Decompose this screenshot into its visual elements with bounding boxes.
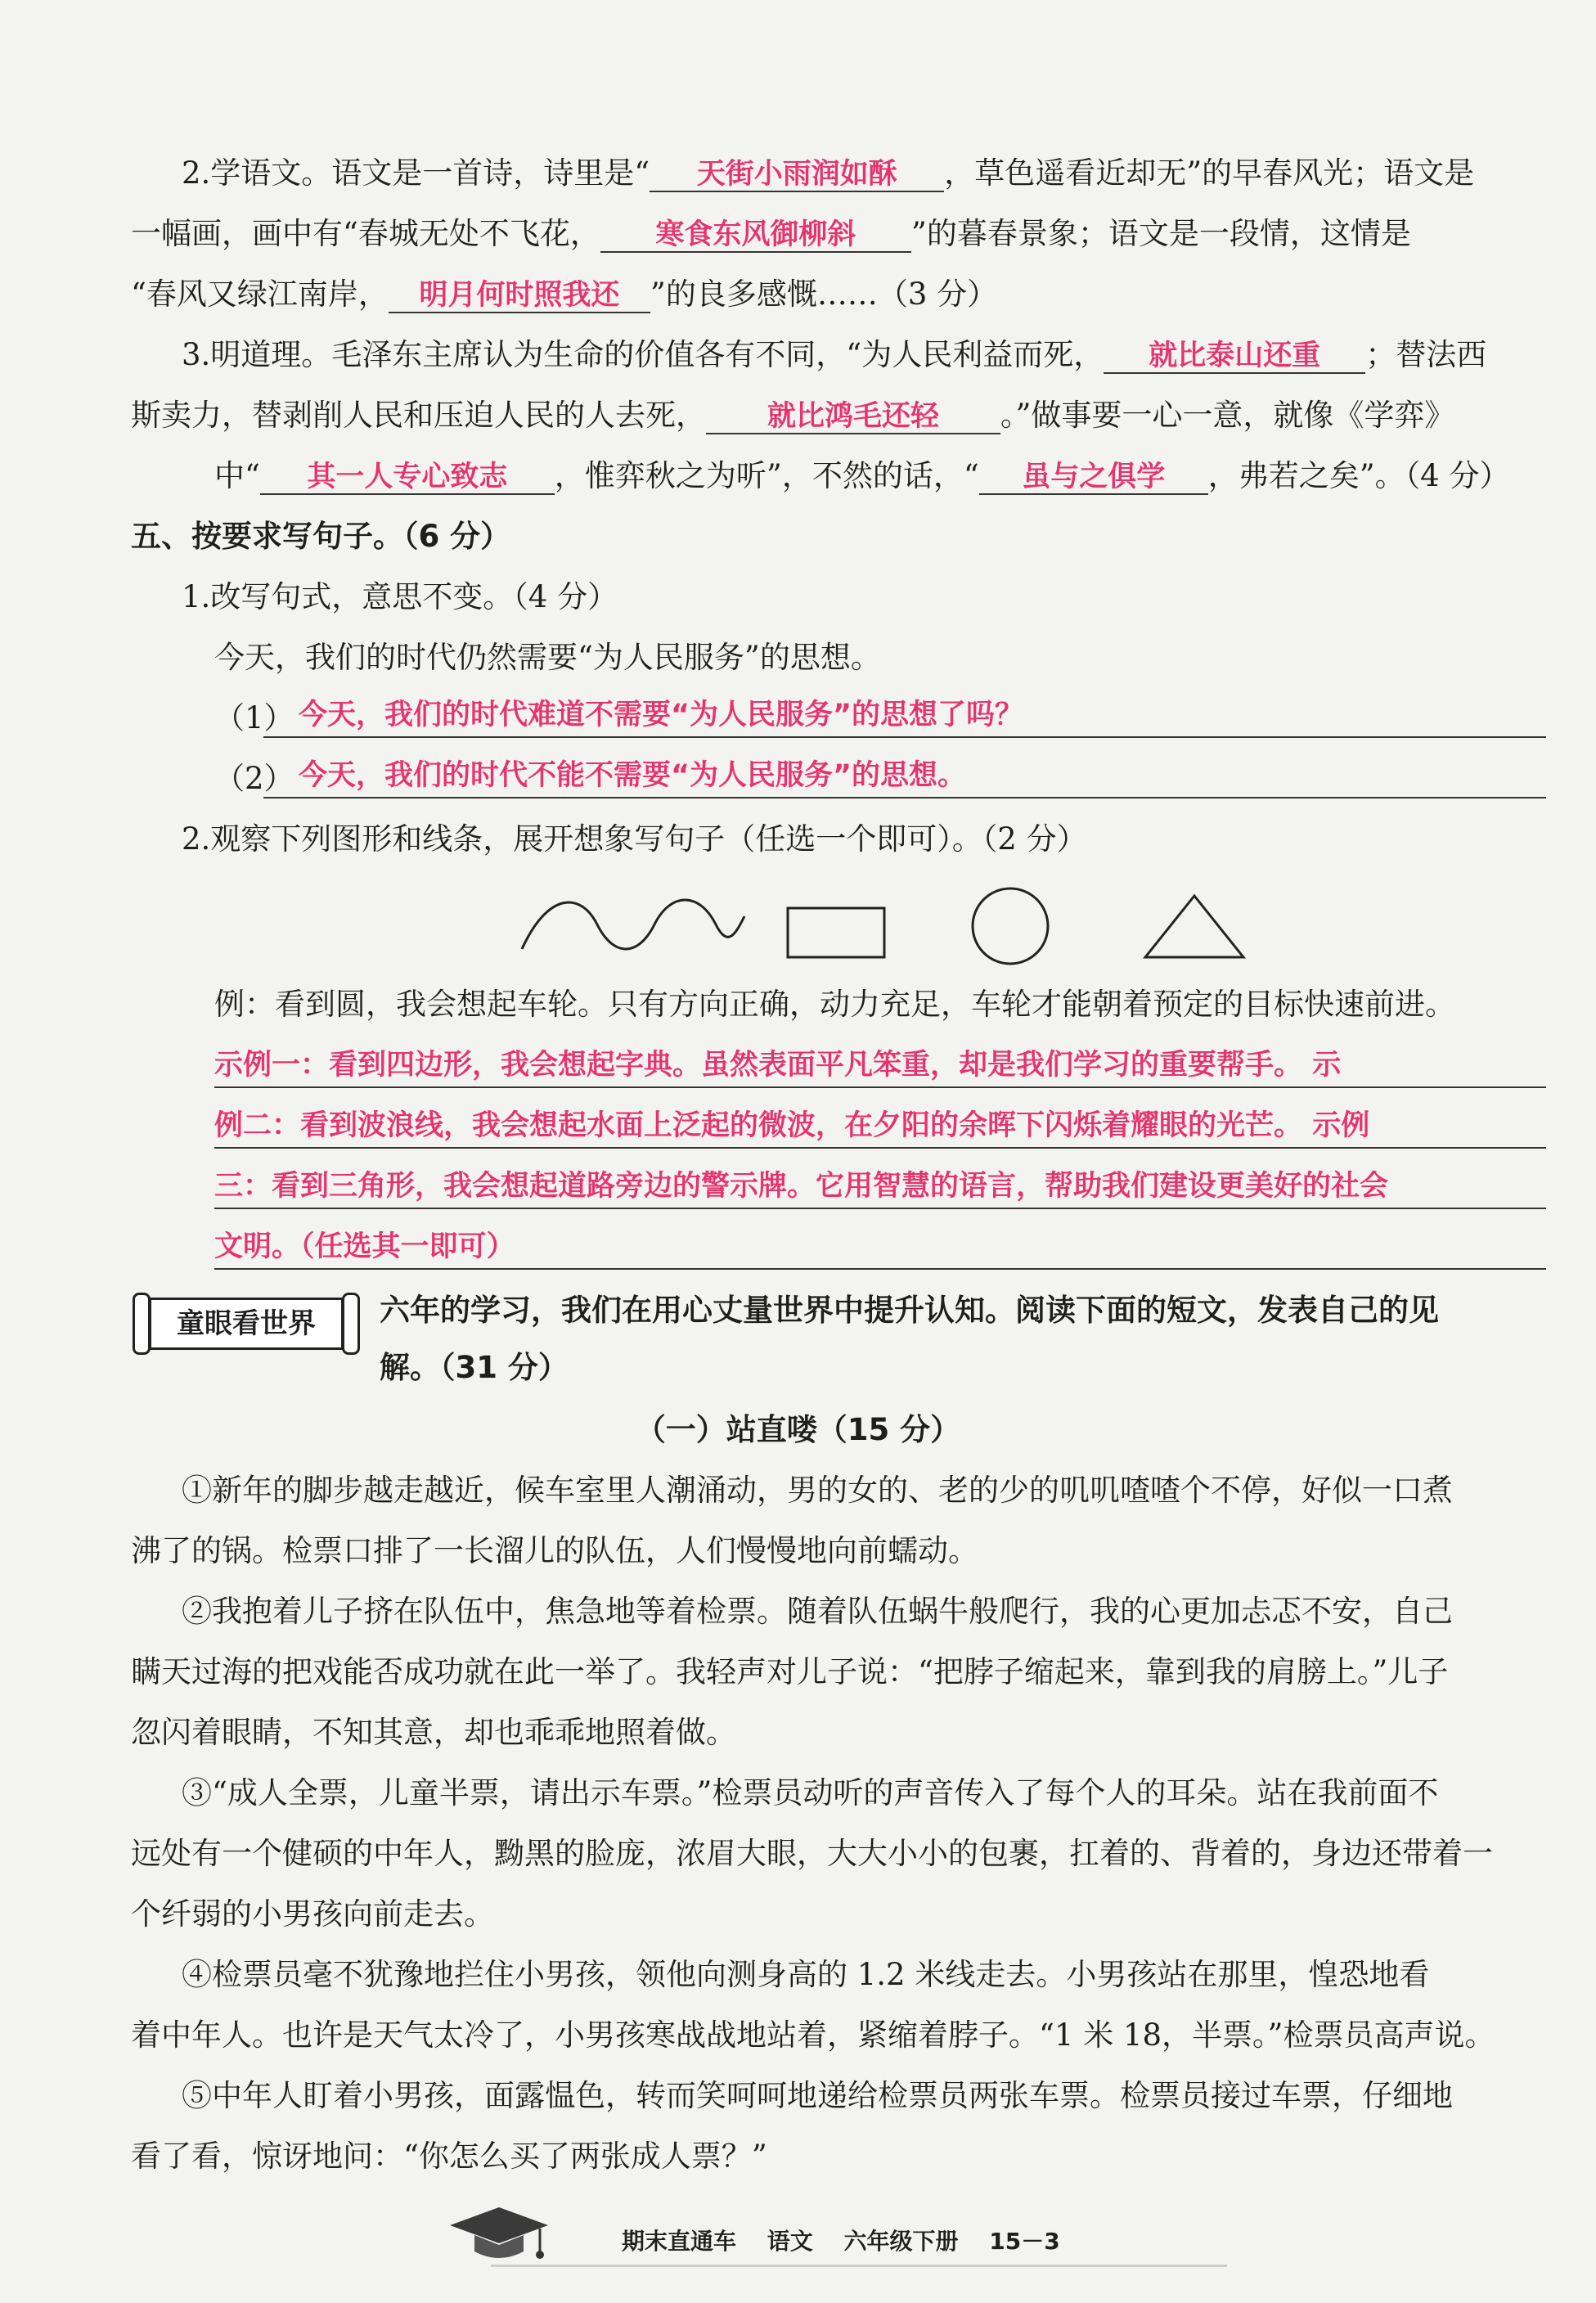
q3-blank-4: 虽与之俱学 — [979, 461, 1208, 495]
sec5-q2: 2.观察下列图形和线条，展开想象写句子（任选一个即可）。（2 分） — [182, 821, 1087, 857]
circle-shape — [973, 888, 1048, 964]
q2-blank-2: 寒食东风御柳斜 — [600, 218, 911, 253]
sec5-q1: 1.改写句式，意思不变。（4 分） — [182, 579, 618, 614]
story-line-2: 沸了的锅。检票口排了一长溜儿的队伍，人们慢慢地向前蠕动。 — [131, 1533, 978, 1568]
q2-line3: “春风又绿江南岸， 明月何时照我还 ”的良多感慨……（3 分） — [131, 277, 998, 312]
sec5-answer-2: 今天，我们的时代不能不需要“为人民服务”的思想。 — [299, 759, 967, 792]
story-line-9: ④检票员毫不犹豫地拦住小男孩，领他向测身高的 1.2 米线走去。小男孩站在那里，惶恐地看 — [182, 1957, 1430, 1992]
answer-line-2 — [263, 797, 1546, 798]
example-answer-line-2: 例二：看到波浪线，我会想起水面上泛起的微波，在夕阳的余晖下闪烁着耀眼的光芒。 示例 — [214, 1109, 1370, 1142]
q3-line2: 斯卖力，替剥削人民和压迫人民的人去死， 就比鸿毛还轻 。”做事要一心一意，就像《学弈》 — [131, 398, 1455, 433]
example-answer-line-4: 文明。（任选其一即可） — [214, 1230, 515, 1263]
story-line-12: 看了看，惊讶地问：“你怎么买了两张成人票？” — [131, 2139, 767, 2174]
story-line-11: ⑤中年人盯着小男孩，面露愠色，转而笑呵呵地递给检票员两张车票。检票员接过车票，仔细地 — [182, 2078, 1453, 2113]
passage-title: （一）站直喽（15 分） — [635, 1412, 961, 1447]
q2-blank-3: 明月何时照我还 — [389, 279, 650, 313]
story-line-10: 着中年人。也许是天气太冷了，小男孩寒战战地站着，紧缩着脖子。“1 米 18，半票。”检票员高声说。 — [131, 2017, 1495, 2053]
wave-line — [522, 900, 744, 949]
story-line-5: 忽闪着眼睛，不知其意，却也乖乖地照着做。 — [131, 1715, 736, 1750]
footer-page: 15－3 — [989, 2228, 1060, 2255]
sec5-sentence: 今天，我们的时代仍然需要“为人民服务”的思想。 — [214, 640, 881, 675]
q2-line2: 一幅画，画中有“春城无处不飞花， 寒食东风御柳斜 ”的暮春景象；语文是一段情，这情是 — [131, 216, 1411, 251]
world-intro-1: 六年的学习，我们在用心丈量世界中提升认知。阅读下面的短文，发表自己的见 — [380, 1293, 1439, 1328]
story-line-8: 个纤弱的小男孩向前走去。 — [131, 1896, 494, 1932]
answer-line-1 — [263, 736, 1546, 738]
shapes-figure — [507, 875, 1260, 982]
story-line-7: 远处有一个健硕的中年人，黝黑的脸庞，浓眉大眼，大大小小的包裹，扛着的、背着的，身边还带着一 — [131, 1836, 1493, 1871]
example-answer-line-3: 三：看到三角形，我会想起道路旁边的警示牌。它用智慧的语言，帮助我们建设更美好的社会 — [214, 1170, 1389, 1203]
footer-book: 期末直通车 — [622, 2228, 737, 2255]
sec5-ans2-num: （2） — [214, 761, 294, 796]
q3-blank-3: 其一人专心致志 — [260, 461, 555, 495]
ex-line-4 — [214, 1268, 1546, 1270]
story-line-6: ③“成人全票，儿童半票，请出示车票。”检票员动听的声音传入了每个人的耳朵。站在我前面不 — [182, 1775, 1439, 1810]
sec5-example: 例：看到圆，我会想起车轮。只有方向正确，动力充足，车轮才能朝着预定的目标快速前进。 — [214, 987, 1455, 1022]
story-line-3: ②我抱着儿子挤在队伍中，焦急地等着检票。随着队伍蜗牛般爬行，我的心更加忐忑不安，自己 — [182, 1594, 1453, 1629]
rectangle-shape — [788, 908, 884, 957]
triangle-shape — [1145, 896, 1243, 957]
scroll-right-icon — [342, 1293, 360, 1355]
scroll-left-icon — [133, 1293, 151, 1355]
world-intro-2: 解。（31 分） — [380, 1350, 569, 1385]
ex-line-1 — [214, 1086, 1546, 1088]
section-5-title: 五、按要求写句子。（6 分） — [131, 519, 511, 554]
sec5-ans1-num: （1） — [214, 700, 294, 735]
example-answer-line-1: 示例一：看到四边形，我会想起字典。虽然表面平凡笨重，却是我们学习的重要帮手。 示 — [214, 1049, 1342, 1082]
footer — [622, 2224, 1083, 2256]
footer-subject: 语文 — [767, 2228, 813, 2255]
q3-line3: 中“ 其一人专心致志 ，惟弈秋之为听”，不然的话，“ 虽与之俱学 ，弗若之矣”。（4 分） — [214, 458, 1510, 493]
ex-line-2 — [214, 1147, 1546, 1149]
banner-title: 童眼看世界 — [149, 1298, 344, 1350]
q3-line1: 3.明道理。毛泽东主席认为生命的价值各有不同，“为人民利益而死， 就比泰山还重 ；替法西 — [182, 337, 1487, 372]
story-line-1: ①新年的脚步越走越近，候车室里人潮涌动，男的女的、老的少的叽叽喳喳个不停，好似一口煮 — [182, 1473, 1453, 1508]
footer-grade: 六年级下册 — [843, 2228, 959, 2255]
story-line-4: 瞒天过海的把戏能否成功就在此一举了。我轻声对儿子说：“把脖子缩起来，靠到我的肩膀上。”儿子 — [131, 1654, 1449, 1689]
ex-line-3 — [214, 1208, 1546, 1209]
q2-blank-1: 天街小雨润如酥 — [650, 158, 944, 192]
q3-blank-2: 就比鸿毛还轻 — [706, 400, 1000, 434]
graduation-cap-icon — [442, 2201, 556, 2274]
q2-line1: 2.学语文。语文是一首诗，诗里是“ 天街小雨润如酥 ，草色遥看近却无”的早春风光；语文是 — [182, 155, 1475, 191]
q3-blank-1: 就比泰山还重 — [1104, 340, 1365, 374]
footer-rule — [491, 2265, 1227, 2267]
sec5-answer-1: 今天，我们的时代难道不需要“为人民服务”的思想了吗？ — [299, 699, 1024, 731]
section-banner — [131, 1293, 360, 1352]
